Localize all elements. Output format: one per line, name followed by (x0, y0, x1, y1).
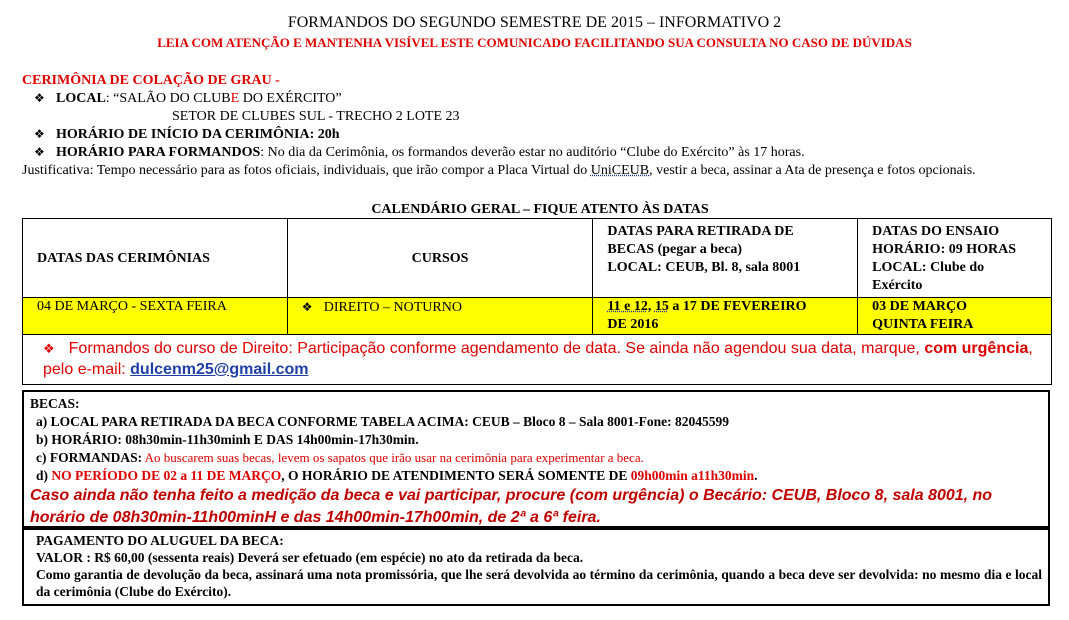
local-label: LOCAL (56, 91, 106, 106)
ceremony-start-time (22, 126, 1052, 144)
calendar-table (22, 218, 1052, 385)
payment-guarantee: Como garantia de devolução da beca, assinará uma nota promissória, que lhe será devolvida ao término da cerimônia, quando a beca deve ser devolvida: no mesmo dia e local da cerimônia (Clube do Exército). (36, 567, 1042, 599)
local-address: SETOR DE CLUBES SUL - TRECHO 2 LOTE 23 (172, 109, 460, 124)
pickup-dates-a: 11 e 12 (607, 299, 648, 314)
justification-text-a: Justificativa: Tempo necessário para as fotos oficiais, individuais, que irão compor a Placa Virtual do (22, 163, 591, 178)
diamond-bullet-icon: ❖ (34, 145, 45, 159)
note-text-a: Formandos do curso de Direito: Participação conforme agendamento de data. Se ainda não agendou sua data, marque, (68, 340, 925, 357)
local-value-b: DO EXÉRCITO” (239, 91, 342, 106)
becas-item-d (30, 467, 1048, 485)
becas-title: BECAS: (30, 396, 80, 411)
start-time-text: HORÁRIO DE INÍCIO DA CERIMÔNIA: 20h (56, 127, 340, 142)
calendar-note (23, 335, 1052, 385)
local-value-e: E (230, 91, 240, 106)
header-pickup-line3: LOCAL: CEUB, Bl. 8, sala 8001 (607, 260, 801, 275)
becas-d-mid: , O HORÁRIO DE ATENDIMENTO SERÁ SOMENTE DE (281, 468, 631, 483)
diamond-bullet-icon: ❖ (301, 300, 313, 314)
header-rehearsal-line2: HORÁRIO: 09 HORAS (872, 242, 1017, 257)
row-course-text: DIREITO – NOTURNO (323, 300, 462, 315)
becas-item-a: a) LOCAL PARA RETIRADA DA BECA CONFORME TABELA ACIMA: CEUB – Bloco 8 – Sala 8001-Fone: 82045599 (36, 414, 730, 429)
header-rehearsal-line1: DATAS DO ENSAIO (872, 224, 1000, 239)
justification (22, 162, 1049, 179)
row-pickup (593, 298, 858, 335)
becas-section (22, 390, 1050, 528)
becas-d-period: NO PERÍODO DE 02 a 11 DE MARÇO (51, 468, 282, 483)
becas-d-label: d) (36, 468, 52, 483)
payment-section (22, 528, 1050, 606)
diamond-bullet-icon: ❖ (43, 342, 55, 357)
page-subtitle: LEIA COM ATENÇÃO E MANTENHA VISÍVEL ESTE COMUNICADO FACILITANDO SUA CONSULTA NO CASO DE DÚVIDAS (157, 35, 912, 50)
ceremony-graduates-time (22, 144, 1052, 162)
justification-text-b: , vestir a beca, assinar a Ata de presença e fotos opcionais. (649, 163, 976, 178)
ceremony-heading: CERIMÔNIA DE COLAÇÃO DE GRAU - (22, 73, 280, 88)
becas-c-text: Ao buscarem suas becas, levem os sapatos que irão usar na cerimônia para experimentar a beca. (142, 450, 644, 465)
header-rehearsal-line3: LOCAL: Clube do (872, 260, 985, 275)
header-pickup (593, 219, 858, 298)
diamond-bullet-icon: ❖ (34, 91, 45, 105)
graduates-label: HORÁRIO PARA FORMANDOS (56, 145, 261, 160)
pickup-dates-b: , (647, 299, 655, 314)
pickup-dates-c: 15 (654, 299, 669, 314)
header-pickup-line2: BECAS (pegar a beca) (607, 242, 743, 257)
rehearsal-date: 03 DE MARÇO (872, 299, 968, 314)
calendar-header-row (23, 219, 1052, 298)
row-rehearsal (858, 298, 1052, 335)
graduates-text: : No dia da Cerimônia, os formandos deverão estar no auditório “Clube do Exército” às 17 horas. (260, 145, 805, 160)
calendar-title: CALENDÁRIO GERAL – FIQUE ATENTO ÀS DATAS (371, 202, 709, 217)
header-pickup-line1: DATAS PARA RETIRADA DE (607, 224, 794, 239)
email-link[interactable]: dulcenm25@gmail.com (130, 361, 309, 378)
becas-item-c (30, 449, 1048, 467)
payment-title: PAGAMENTO DO ALUGUEL DA BECA: (36, 533, 284, 548)
becas-item-b: b) HORÁRIO: 08h30min-11h30minh E DAS 14h00min-17h30min. (36, 432, 419, 447)
ceremony-local (22, 90, 1052, 108)
pickup-year: DE 2016 (607, 317, 659, 332)
header-rehearsal (858, 219, 1052, 298)
payment-value: VALOR : R$ 60,00 (sessenta reais) Deverá ser efetuado (em espécie) no ato da retirada da beca. (36, 550, 584, 565)
rehearsal-day: QUINTA FEIRA (872, 317, 974, 332)
header-courses: CURSOS (287, 219, 593, 298)
becas-c-label: c) FORMANDAS: (36, 450, 143, 465)
justification-uniceub: UniCEUB (590, 163, 650, 178)
becas-measure-note: Caso ainda não tenha feito a medição da beca e vai participar, procure (com urgência) o Becário: CEUB, Bloco 8, sala 8001, no horário de 08h30min-11h00minH e das 14h00min-17h00min, de 2ª a 6ª feira. (30, 487, 993, 526)
becas-d-hours: 09h00min a11h30min (630, 468, 755, 483)
header-dates: DATAS DAS CERIMÔNIAS (23, 219, 288, 298)
diamond-bullet-icon: ❖ (34, 127, 45, 141)
header-rehearsal-line4: Exército (872, 278, 923, 293)
becas-d-end: . (754, 468, 758, 483)
row-course (287, 298, 593, 335)
note-text-bold: com urgência (924, 340, 1029, 357)
table-row (23, 298, 1052, 335)
page-title: FORMANDOS DO SEGUNDO SEMESTRE DE 2015 – INFORMATIVO 2 (287, 14, 782, 31)
local-value-a: : “SALÃO DO CLUB (105, 91, 231, 106)
row-date: 04 DE MARÇO - SEXTA FEIRA (23, 298, 288, 335)
ceremony-section (22, 72, 1052, 179)
note-text-b: , pelo e-mail: (43, 340, 1033, 378)
pickup-dates-d: a 17 DE FEVEREIRO (668, 299, 807, 314)
calendar-note-row (23, 335, 1052, 385)
